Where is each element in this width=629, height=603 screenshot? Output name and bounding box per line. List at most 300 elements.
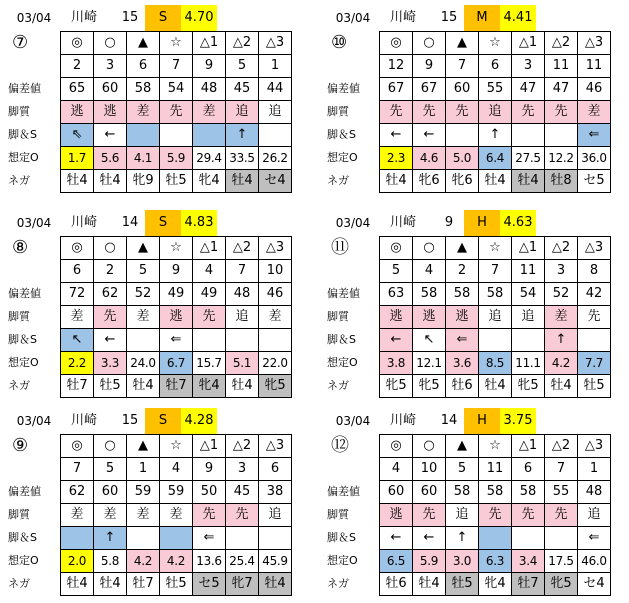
table-cell: 6: [61, 260, 94, 283]
table-row: [380, 375, 611, 398]
table-cell: 49: [160, 283, 193, 306]
race-date: 03/04: [335, 11, 371, 25]
table-cell: 先: [193, 504, 226, 527]
table-cell: 2.0: [61, 550, 94, 573]
table-row: [380, 147, 611, 170]
table-cell: 5.9: [160, 147, 193, 170]
table-cell: ▲: [446, 32, 479, 55]
table-cell: 36.0: [578, 147, 611, 170]
table-cell: ←: [94, 329, 127, 352]
table-cell: ○: [94, 237, 127, 260]
table-cell: [479, 527, 512, 550]
table-cell: 4.2: [160, 550, 193, 573]
pace-value-badge: 4.63: [500, 210, 536, 236]
pace-class-badge: S: [145, 210, 181, 236]
table-cell: 6.7: [160, 352, 193, 375]
table-row: [380, 550, 611, 573]
table-cell: 48: [226, 283, 259, 306]
table-cell: △1: [193, 32, 226, 55]
table-cell: △1: [193, 237, 226, 260]
table-cell: [512, 329, 545, 352]
race-venue: 川崎: [389, 413, 416, 428]
table-cell: 先: [380, 101, 413, 124]
table-cell: 牝4: [479, 573, 512, 596]
table-cell: 牝6: [446, 170, 479, 193]
table-cell: △1: [512, 32, 545, 55]
table-cell: 牝5: [512, 375, 545, 398]
table-cell: ▲: [127, 32, 160, 55]
row-label: 偏差値: [327, 485, 360, 498]
table-cell: 55: [545, 481, 578, 504]
table-cell: ◎: [380, 32, 413, 55]
row-label: 脚質: [327, 310, 349, 323]
table-cell: 2.2: [61, 352, 94, 375]
table-cell: 6: [512, 458, 545, 481]
table-cell: 60: [446, 78, 479, 101]
table-cell: 9: [160, 260, 193, 283]
table-cell: 6: [259, 458, 292, 481]
table-cell: ⇐: [578, 527, 611, 550]
table-cell: 逃: [446, 306, 479, 329]
table-cell: [61, 527, 94, 550]
table-cell: 27.5: [512, 147, 545, 170]
table-cell: 60: [413, 481, 446, 504]
table-cell: 追: [226, 101, 259, 124]
table-cell: ▲: [446, 237, 479, 260]
table-cell: [226, 527, 259, 550]
table-cell: 6.3: [479, 550, 512, 573]
table-cell: 先: [226, 504, 259, 527]
table-cell: 牡4: [479, 375, 512, 398]
race-date: 03/04: [335, 216, 371, 230]
table-cell: 差: [127, 504, 160, 527]
row-label-blank: [327, 259, 377, 282]
table-cell: 差: [578, 101, 611, 124]
table-cell: 5: [226, 55, 259, 78]
table-cell: ☆: [479, 435, 512, 458]
table-cell: ☆: [160, 237, 193, 260]
runner-count: 15: [440, 10, 458, 25]
table-row: [380, 352, 611, 375]
table-cell: 3: [226, 458, 259, 481]
table-row: [61, 352, 292, 375]
race-date: 03/04: [16, 11, 52, 25]
table-cell: ☆: [160, 435, 193, 458]
table-cell: 63: [380, 283, 413, 306]
table-cell: 牝5: [259, 375, 292, 398]
row-label: 脚質: [327, 105, 349, 118]
table-cell: ▲: [127, 435, 160, 458]
table-cell: 差: [545, 306, 578, 329]
table-cell: 牡7: [512, 573, 545, 596]
row-labels: [8, 434, 58, 595]
pace-value-badge: 4.28: [181, 408, 217, 434]
table-cell: ◎: [61, 32, 94, 55]
table-cell: ◎: [380, 237, 413, 260]
table-cell: 22.0: [259, 352, 292, 375]
row-label: 脚＆S: [327, 531, 356, 544]
row-label: 脚質: [8, 310, 30, 323]
table-row: [380, 306, 611, 329]
table-cell: 3: [94, 55, 127, 78]
race-table: [379, 236, 611, 398]
table-row: [380, 458, 611, 481]
table-cell: 先: [446, 101, 479, 124]
table-cell: ⇐: [578, 124, 611, 147]
race-block-7: [8, 5, 313, 195]
table-cell: 牝5: [380, 375, 413, 398]
table-cell: 差: [127, 101, 160, 124]
table-cell: 3.6: [446, 352, 479, 375]
table-cell: 60: [380, 481, 413, 504]
table-cell: 牡4: [259, 573, 292, 596]
table-cell: 先: [413, 101, 446, 124]
pace-class-badge: H: [464, 210, 500, 236]
race-number: ⑧: [12, 237, 29, 258]
table-cell: 6.5: [380, 550, 413, 573]
row-label-blank: [8, 54, 58, 77]
table-cell: ←: [380, 124, 413, 147]
table-cell: 牝9: [127, 170, 160, 193]
table-cell: セ5: [578, 170, 611, 193]
race-number: ⑩: [331, 32, 348, 53]
table-cell: 差: [193, 101, 226, 124]
row-label: 脚＆S: [327, 128, 356, 141]
table-cell: ☆: [479, 32, 512, 55]
table-cell: 差: [61, 306, 94, 329]
race-header: [327, 5, 629, 31]
pace-class-badge: M: [464, 5, 500, 31]
table-cell: 42: [578, 283, 611, 306]
table-cell: 牡5: [446, 573, 479, 596]
table-cell: 追: [479, 306, 512, 329]
table-cell: 追: [259, 504, 292, 527]
table-cell: ○: [413, 237, 446, 260]
race-header: [8, 210, 328, 236]
table-cell: 9: [193, 458, 226, 481]
table-cell: 逃: [413, 306, 446, 329]
table-cell: 牡5: [94, 375, 127, 398]
table-cell: [193, 124, 226, 147]
row-label: 脚＆S: [8, 128, 37, 141]
table-cell: 7: [226, 260, 259, 283]
table-cell: ○: [94, 32, 127, 55]
row-label-blank: [8, 457, 58, 480]
row-label: 想定O: [8, 151, 39, 164]
table-cell: 58: [446, 283, 479, 306]
pace-value-badge: 4.70: [181, 5, 217, 31]
table-row: [61, 458, 292, 481]
table-cell: 牝7: [226, 573, 259, 596]
race-date: 03/04: [335, 414, 371, 428]
table-row: [380, 237, 611, 260]
table-cell: 6: [479, 55, 512, 78]
table-cell: 58: [446, 481, 479, 504]
table-cell: 先: [545, 101, 578, 124]
race-venue: 川崎: [389, 10, 416, 25]
table-cell: 6: [127, 55, 160, 78]
pace-value-badge: 3.75: [500, 408, 536, 434]
table-cell: 62: [61, 481, 94, 504]
table-cell: [160, 124, 193, 147]
table-cell: 6.4: [479, 147, 512, 170]
table-cell: △2: [545, 237, 578, 260]
table-cell: △2: [226, 435, 259, 458]
table-cell: [512, 124, 545, 147]
race-header: [8, 5, 328, 31]
table-cell: 24.0: [127, 352, 160, 375]
table-cell: [479, 329, 512, 352]
table-row: [380, 260, 611, 283]
table-cell: 29.4: [193, 147, 226, 170]
table-cell: 5.9: [413, 550, 446, 573]
table-cell: △2: [226, 237, 259, 260]
table-cell: 49: [193, 283, 226, 306]
table-cell: 12.2: [545, 147, 578, 170]
table-cell: 59: [127, 481, 160, 504]
row-label-blank: [327, 54, 377, 77]
table-cell: 牡4: [61, 573, 94, 596]
table-cell: 牡4: [226, 375, 259, 398]
table-cell: 追: [446, 504, 479, 527]
table-cell: 先: [160, 101, 193, 124]
table-cell: 5: [380, 260, 413, 283]
table-row: [380, 101, 611, 124]
race-date: 03/04: [16, 414, 52, 428]
table-cell: 33.5: [226, 147, 259, 170]
table-cell: 55: [479, 78, 512, 101]
pace-class-badge: H: [464, 408, 500, 434]
table-cell: ↑: [545, 329, 578, 352]
table-cell: [545, 124, 578, 147]
table-row: [380, 170, 611, 193]
table-cell: 13.6: [193, 550, 226, 573]
table-cell: [512, 527, 545, 550]
table-cell: 48: [193, 78, 226, 101]
table-cell: 先: [512, 101, 545, 124]
table-cell: 48: [578, 481, 611, 504]
table-cell: ↑: [446, 527, 479, 550]
table-cell: 7.7: [578, 352, 611, 375]
table-cell: 2: [446, 260, 479, 283]
table-cell: 牡6: [380, 573, 413, 596]
table-cell: 1: [127, 458, 160, 481]
row-label: 想定O: [327, 151, 358, 164]
table-cell: 3.4: [512, 550, 545, 573]
pace-value-badge: 4.83: [181, 210, 217, 236]
row-label: ネガ: [327, 577, 349, 590]
row-label: ネガ: [8, 577, 30, 590]
table-cell: 8: [578, 260, 611, 283]
table-cell: 牡6: [446, 375, 479, 398]
table-cell: [127, 329, 160, 352]
table-cell: 7: [61, 458, 94, 481]
table-cell: 先: [94, 306, 127, 329]
table-cell: 54: [512, 283, 545, 306]
table-cell: 11: [512, 260, 545, 283]
table-cell: 逃: [94, 101, 127, 124]
table-cell: [193, 329, 226, 352]
table-cell: 追: [578, 504, 611, 527]
table-cell: 11: [578, 55, 611, 78]
row-labels: [8, 31, 58, 192]
race-venue: 川崎: [70, 413, 97, 428]
table-cell: 3.0: [446, 550, 479, 573]
table-cell: 1.7: [61, 147, 94, 170]
row-labels: [8, 236, 58, 397]
row-label: ネガ: [327, 379, 349, 392]
table-cell: 46: [578, 78, 611, 101]
runner-count: 9: [444, 215, 454, 230]
table-cell: 牡8: [545, 170, 578, 193]
table-cell: 先: [479, 504, 512, 527]
table-cell: ←: [380, 527, 413, 550]
pace-value-badge: 4.41: [500, 5, 536, 31]
race-block-12: [327, 408, 629, 598]
table-cell: [545, 527, 578, 550]
table-cell: △3: [259, 237, 292, 260]
table-cell: 逃: [61, 101, 94, 124]
table-cell: 45: [226, 481, 259, 504]
row-label: 偏差値: [8, 82, 41, 95]
row-labels: [327, 236, 377, 397]
table-cell: △2: [545, 32, 578, 55]
table-cell: △2: [545, 435, 578, 458]
row-label: 想定O: [8, 554, 39, 567]
table-cell: ↖: [413, 329, 446, 352]
table-cell: 58: [413, 283, 446, 306]
table-cell: 5: [446, 458, 479, 481]
table-cell: △2: [226, 32, 259, 55]
row-label-blank: [8, 259, 58, 282]
table-cell: 58: [512, 481, 545, 504]
table-cell: 52: [127, 283, 160, 306]
table-row: [380, 283, 611, 306]
table-cell: 牡4: [380, 170, 413, 193]
table-row: [61, 237, 292, 260]
row-label: 偏差値: [8, 485, 41, 498]
table-cell: ←: [413, 124, 446, 147]
table-row: [380, 124, 611, 147]
row-label: ネガ: [8, 174, 30, 187]
table-cell: 牡5: [578, 375, 611, 398]
race-header: [327, 408, 629, 434]
table-cell: 牡4: [94, 170, 127, 193]
table-cell: 1: [578, 458, 611, 481]
table-cell: 差: [94, 504, 127, 527]
table-cell: △1: [512, 435, 545, 458]
table-cell: △1: [193, 435, 226, 458]
table-cell: ↑: [479, 124, 512, 147]
table-cell: [259, 329, 292, 352]
row-label: 偏差値: [327, 82, 360, 95]
table-cell: 52: [545, 283, 578, 306]
table-cell: 5: [127, 260, 160, 283]
race-date: 03/04: [16, 216, 52, 230]
row-labels: [327, 31, 377, 192]
table-cell: [127, 527, 160, 550]
table-cell: 先: [578, 306, 611, 329]
table-cell: 58: [479, 283, 512, 306]
table-cell: △3: [259, 32, 292, 55]
table-cell: ↑: [94, 527, 127, 550]
table-cell: 牡4: [94, 573, 127, 596]
table-cell: ☆: [160, 32, 193, 55]
race-number: ⑪: [331, 237, 349, 258]
table-cell: 2: [61, 55, 94, 78]
table-cell: 59: [160, 481, 193, 504]
table-row: [380, 527, 611, 550]
table-cell: 牡4: [127, 375, 160, 398]
table-cell: 5.0: [446, 147, 479, 170]
table-cell: 牝4: [193, 170, 226, 193]
table-cell: 牡4: [61, 170, 94, 193]
table-cell: [127, 124, 160, 147]
table-cell: 12: [380, 55, 413, 78]
table-cell: 牡7: [160, 375, 193, 398]
table-cell: 45.9: [259, 550, 292, 573]
table-cell: 5.8: [94, 550, 127, 573]
table-cell: 72: [61, 283, 94, 306]
table-cell: 12.1: [413, 352, 446, 375]
table-cell: ☆: [479, 237, 512, 260]
table-cell: ⇐: [160, 329, 193, 352]
table-cell: セ4: [578, 573, 611, 596]
table-cell: 先: [193, 306, 226, 329]
table-cell: 4: [160, 458, 193, 481]
table-cell: 7: [479, 260, 512, 283]
table-cell: ○: [413, 32, 446, 55]
table-row: [61, 573, 292, 596]
table-cell: 5.1: [226, 352, 259, 375]
table-cell: 5.6: [94, 147, 127, 170]
race-table: [60, 236, 292, 398]
table-row: [61, 435, 292, 458]
table-row: [380, 504, 611, 527]
runner-count: 14: [440, 413, 458, 428]
table-cell: 11.1: [512, 352, 545, 375]
row-label: 想定O: [327, 554, 358, 567]
table-row: [61, 504, 292, 527]
table-cell: 追: [259, 101, 292, 124]
table-cell: 逃: [160, 306, 193, 329]
race-block-10: [327, 5, 629, 195]
table-row: [61, 329, 292, 352]
table-cell: △3: [259, 435, 292, 458]
pace-class-badge: S: [145, 408, 181, 434]
table-cell: 牡5: [160, 573, 193, 596]
table-row: [61, 32, 292, 55]
race-number: ⑨: [12, 435, 29, 456]
table-cell: 38: [259, 481, 292, 504]
table-cell: 9: [193, 55, 226, 78]
table-cell: 67: [413, 78, 446, 101]
table-cell: 3: [512, 55, 545, 78]
table-cell: 46: [259, 283, 292, 306]
table-cell: 4: [413, 260, 446, 283]
table-cell: △3: [578, 237, 611, 260]
table-cell: 4: [193, 260, 226, 283]
table-cell: ▲: [127, 237, 160, 260]
table-cell: 50: [193, 481, 226, 504]
row-label: 脚質: [327, 508, 349, 521]
table-cell: 牝4: [193, 375, 226, 398]
row-label: 偏差値: [8, 287, 41, 300]
table-row: [380, 435, 611, 458]
table-cell: ↖: [61, 329, 94, 352]
table-cell: 10: [413, 458, 446, 481]
table-row: [380, 573, 611, 596]
